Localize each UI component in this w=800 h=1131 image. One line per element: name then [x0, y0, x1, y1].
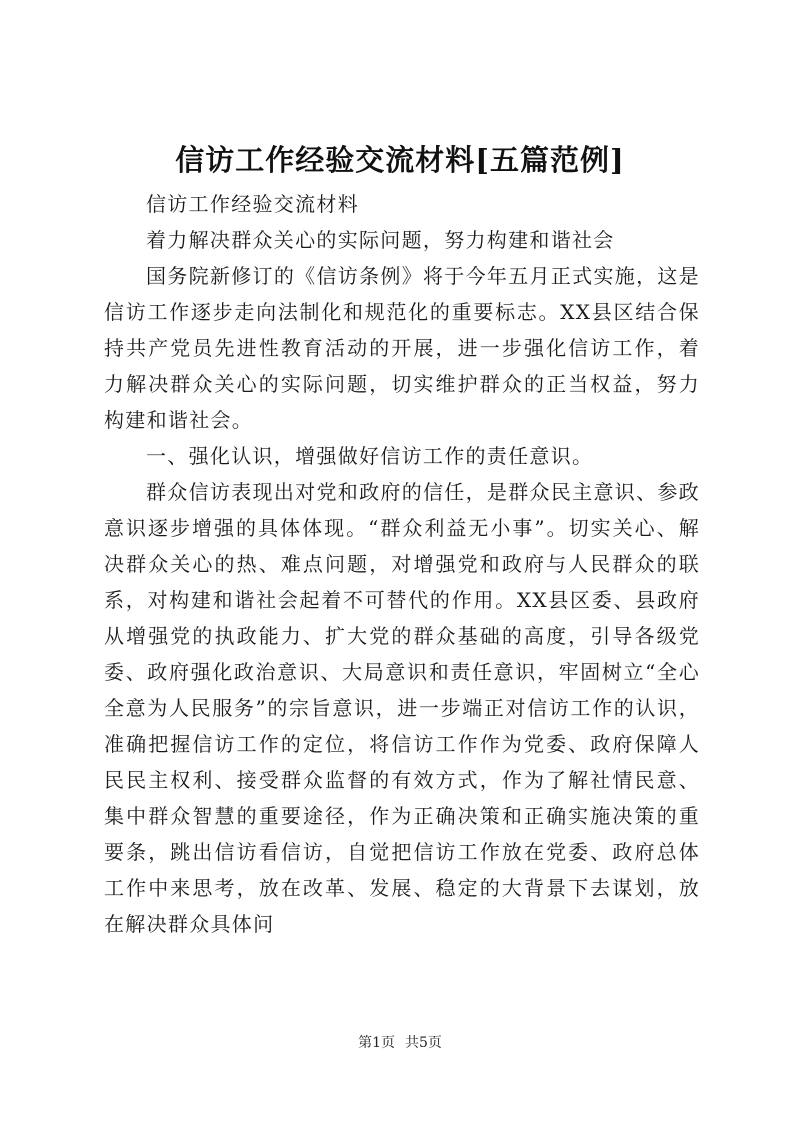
paragraph-subtitle: 信访工作经验交流材料: [146, 192, 359, 216]
document-body: [104, 186, 700, 942]
document-title: 信访工作经验交流材料[五篇范例]: [175, 143, 625, 177]
page-total: 共5页: [405, 1035, 442, 1051]
paragraph-theme: 着力解决群众关心的实际问题，努力构建和谐社会: [146, 228, 615, 252]
paragraph-intro: 国务院新修订的《信访条例》将于今年五月正式实施，这是信访工作逐步走向法制化和规范化的重要标志。XX县区结合保持共产党员先进性教育活动的开展，进一步强化信访工作，着力解决群众关心的实际问题，切实维护群众的正当权益，努力构建和谐社会。: [104, 264, 700, 432]
paragraph-section-1: 群众信访表现出对党和政府的信任，是群众民主意识、参政意识逐步增强的具体体现。“群众利益无小事”。切实关心、解决群众关心的热、难点问题，对增强党和政府与人民群众的联系，对构建和谐社会起着不可替代的作用。XX县区委、县政府从增强党的执政能力、扩大党的群众基础的高度，引导各级党委、政府强化政治意识、大局意识和责任意识，牢固树立“全心全意为人民服务”的宗旨意识，进一步端正对信访工作的认识，准确把握信访工作的定位，将信访工作作为党委、政府保障人民民主权利、接受群众监督的有效方式，作为了解社情民意、集中群众智慧的重要途径，作为正确决策和正确实施决策的重要条，跳出信访看信访，自觉把信访工作放在党委、政府总体工作中来思考，放在改革、发展、稳定的大背景下去谋划，放在解决群众具体问: [104, 480, 700, 936]
page-footer: [0, 1033, 800, 1053]
section-heading-1: 一、强化认识，增强做好信访工作的责任意识。: [146, 444, 594, 468]
page-number: 第1页: [358, 1035, 395, 1051]
